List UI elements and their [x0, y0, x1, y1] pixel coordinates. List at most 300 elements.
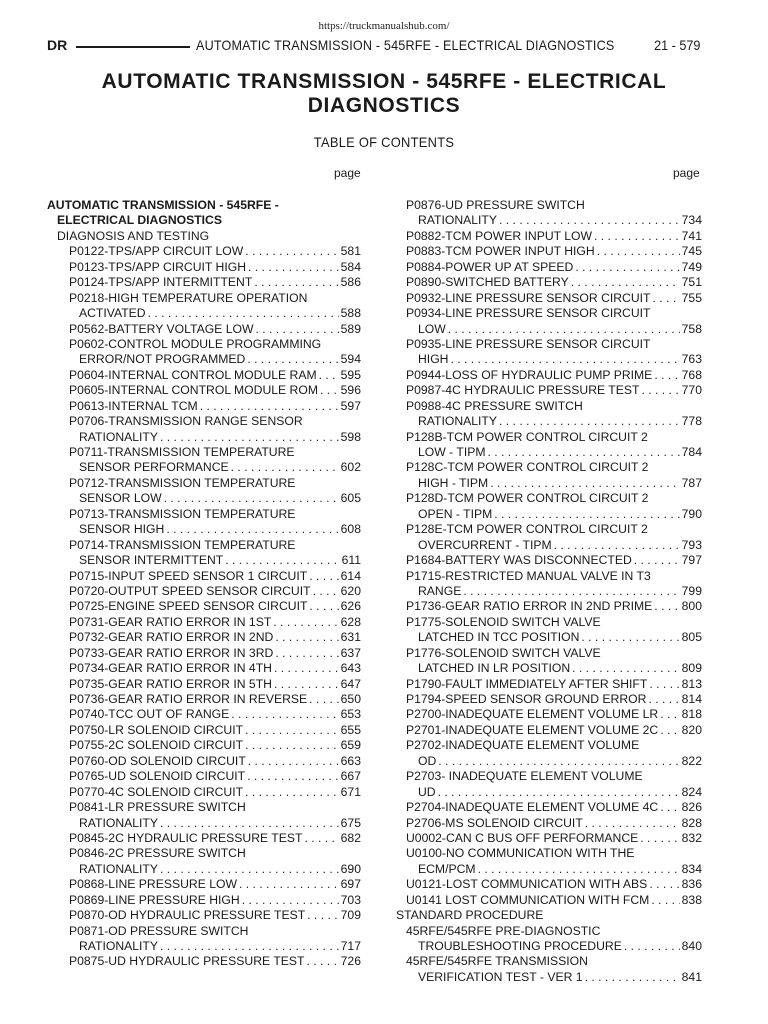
toc-entry-text: P0870-OD HYDRAULIC PRESSURE TEST — [69, 908, 306, 923]
toc-page-number: 597 — [340, 398, 361, 413]
dot-leader — [245, 738, 339, 753]
toc-page-number: 828 — [681, 815, 702, 830]
toc-entry-text: P0846-2C PRESSURE SWITCH — [69, 846, 246, 861]
dot-leader — [166, 522, 338, 537]
toc-entry[interactable] — [396, 337, 702, 352]
toc-entry[interactable] — [396, 785, 702, 800]
toc-entry[interactable] — [47, 522, 361, 537]
toc-entry-text: P0562-BATTERY VOLTAGE LOW — [69, 321, 254, 336]
toc-page-number: 655 — [340, 722, 361, 737]
toc-page-number: 595 — [340, 367, 361, 382]
dot-leader — [242, 893, 339, 908]
toc-entry-text: P0934-LINE PRESSURE SENSOR CIRCUIT — [406, 306, 651, 321]
toc-page-number: 608 — [340, 522, 361, 537]
toc-page-number: 790 — [681, 506, 702, 521]
toc-entry[interactable] — [47, 677, 361, 692]
dot-leader — [653, 291, 680, 306]
toc-page-number: 834 — [681, 861, 702, 876]
toc-entry[interactable] — [47, 646, 361, 661]
dot-leader — [640, 831, 679, 846]
toc-entry[interactable] — [47, 877, 361, 892]
toc-page-number: 682 — [340, 830, 361, 845]
dot-leader — [231, 460, 339, 475]
toc-entry[interactable] — [47, 460, 361, 475]
dot-leader — [307, 908, 339, 923]
toc-entry[interactable] — [396, 476, 702, 491]
toc-entry[interactable] — [396, 877, 702, 892]
toc-entry[interactable] — [47, 785, 361, 800]
toc-entry[interactable] — [396, 491, 702, 506]
dot-leader — [660, 800, 679, 815]
toc-entry[interactable] — [396, 924, 702, 939]
toc-entry-text: SENSOR LOW — [79, 491, 162, 506]
toc-entry[interactable] — [47, 476, 361, 491]
toc-entry[interactable] — [47, 352, 361, 367]
toc-entry-text: P0765-UD SOLENOID CIRCUIT — [69, 769, 246, 784]
toc-entry-text: P0890-SWITCHED BATTERY — [406, 275, 569, 290]
toc-entry[interactable] — [47, 445, 361, 460]
toc-page-number: 741 — [681, 228, 702, 243]
dot-leader — [313, 584, 339, 599]
page-title — [60, 70, 708, 118]
toc-entry-text: P0735-GEAR RATIO ERROR IN 5TH — [69, 676, 272, 691]
toc-entry[interactable] — [47, 800, 361, 815]
toc-entry[interactable] — [47, 229, 361, 244]
toc-page-number: 841 — [681, 969, 702, 984]
toc-entry[interactable] — [396, 677, 702, 692]
toc-entry-text: P0871-OD PRESSURE SWITCH — [69, 923, 249, 938]
dot-leader — [248, 754, 339, 769]
toc-entry-text: P0725-ENGINE SPEED SENSOR CIRCUIT — [69, 599, 308, 614]
dot-leader — [494, 507, 679, 522]
toc-page-number: 758 — [681, 321, 702, 336]
toc-entry-text: RATIONALITY — [79, 939, 159, 953]
toc-entry-text: P0715-INPUT SPEED SENSOR 1 CIRCUIT — [69, 568, 308, 583]
toc-page-number: 671 — [340, 784, 361, 799]
toc-entry-text: P0706-TRANSMISSION RANGE SENSOR — [69, 414, 303, 429]
toc-entry-text: P0944-LOSS OF HYDRAULIC PUMP PRIME — [406, 367, 653, 382]
toc-entry[interactable] — [396, 754, 702, 769]
dot-leader — [450, 352, 679, 367]
toc-entry[interactable] — [47, 939, 361, 954]
dot-leader — [585, 970, 680, 985]
dot-leader — [651, 893, 679, 908]
toc-entry[interactable] — [396, 368, 702, 383]
toc-entry[interactable] — [47, 337, 361, 352]
toc-entry[interactable] — [47, 723, 361, 738]
toc-page-number: 596 — [340, 383, 361, 398]
toc-entry[interactable] — [47, 399, 361, 414]
toc-page-number: 805 — [681, 630, 702, 645]
toc-page-number: 784 — [681, 445, 702, 459]
header-title: AUTOMATIC TRANSMISSION - 545RFE - ELECTRICAL DIAGNOSTICS — [196, 37, 615, 53]
toc-page-number: 734 — [681, 213, 702, 228]
toc-entry-text: P2701-INADEQUATE ELEMENT VOLUME 2C — [406, 722, 659, 737]
toc-entry[interactable] — [396, 661, 702, 676]
toc-entry[interactable] — [47, 893, 361, 908]
toc-entry[interactable] — [47, 615, 361, 630]
toc-page-number: 838 — [681, 892, 702, 907]
toc-entry[interactable] — [47, 924, 361, 939]
toc-entry-text: U0100-NO COMMUNICATION WITH THE — [406, 846, 635, 861]
dot-leader — [660, 707, 679, 722]
toc-page-number: 813 — [681, 676, 702, 691]
toc-entry[interactable] — [47, 291, 361, 306]
toc-page-number: 631 — [340, 630, 361, 645]
toc-entry-text: P0876-UD PRESSURE SWITCH — [406, 198, 585, 212]
toc-entry-text: P0602-CONTROL MODULE PROGRAMMING — [69, 336, 322, 351]
toc-entry[interactable] — [396, 816, 702, 831]
toc-entry[interactable] — [396, 213, 702, 228]
toc-entry[interactable] — [47, 368, 361, 383]
header-rule — [76, 46, 190, 48]
toc-page-number: 832 — [681, 830, 702, 845]
toc-entry[interactable] — [396, 893, 702, 908]
toc-entry[interactable] — [47, 322, 361, 337]
toc-entry-text: RANGE — [418, 583, 462, 598]
toc-entry-text: P0932-LINE PRESSURE SENSOR CIRCUIT — [406, 290, 651, 305]
toc-entry[interactable] — [47, 430, 361, 445]
toc-entry-text: LATCHED IN TCC POSITION — [418, 630, 580, 645]
toc-page-number: 763 — [681, 352, 702, 367]
header-page-number: 21 - 579 — [653, 37, 700, 53]
left-page-label: page — [334, 166, 361, 180]
toc-entry-text: P0740-TCC OUT OF RANGE — [69, 707, 230, 722]
dot-leader — [247, 352, 338, 367]
toc-entry[interactable] — [47, 569, 361, 584]
toc-entry-text: 45RFE/545RFE TRANSMISSION — [406, 954, 588, 969]
toc-entry-text: SENSOR PERFORMANCE — [79, 460, 229, 475]
dot-leader — [624, 939, 680, 954]
toc-entry[interactable] — [396, 769, 702, 784]
toc-entry[interactable] — [396, 615, 702, 630]
toc-page-number: 840 — [681, 939, 702, 953]
toc-page-number: 836 — [681, 877, 702, 892]
toc-entry-text: P0875-UD HYDRAULIC PRESSURE TEST — [69, 954, 305, 969]
toc-entry[interactable] — [396, 538, 702, 553]
toc-page-number: 697 — [340, 877, 361, 892]
toc-page-number: 749 — [681, 259, 702, 274]
toc-page-number: 768 — [681, 367, 702, 382]
toc-entry-text: P2704-INADEQUATE ELEMENT VOLUME 4C — [406, 800, 659, 815]
dot-leader — [239, 877, 339, 892]
toc-entry[interactable] — [47, 553, 361, 568]
toc-entry-text: P0987-4C HYDRAULIC PRESSURE TEST — [406, 383, 640, 398]
dot-leader — [478, 862, 680, 877]
toc-entry-text: OVERCURRENT - TIPM — [418, 537, 552, 552]
toc-entry-text: RATIONALITY — [418, 414, 498, 429]
toc-page-number: 605 — [340, 491, 361, 506]
toc-entry-text: HIGH - TIPM — [418, 475, 489, 490]
toc-entry[interactable] — [396, 707, 702, 722]
toc-entry[interactable] — [47, 584, 361, 599]
dot-leader — [649, 677, 679, 692]
toc-entry[interactable] — [396, 630, 702, 645]
toc-page-number: 643 — [340, 661, 361, 676]
dot-leader — [160, 862, 339, 877]
toc-entry-text: UD — [418, 784, 436, 799]
toc-entry[interactable] — [47, 908, 361, 923]
toc-entry-text: HIGH — [418, 352, 449, 367]
toc-page-number: 820 — [681, 722, 702, 737]
toc-right-column — [396, 198, 702, 985]
toc-entry[interactable] — [396, 352, 702, 367]
dot-leader — [231, 707, 338, 722]
page-title-line-2: DIAGNOSTICS — [307, 94, 461, 117]
toc-entry[interactable] — [396, 692, 702, 707]
dot-leader — [463, 584, 679, 599]
toc-entry[interactable] — [396, 553, 702, 568]
toc-entry-text: P0731-GEAR RATIO ERROR IN 1ST — [69, 614, 272, 629]
toc-entry-text: P0884-POWER UP AT SPEED — [406, 259, 574, 274]
toc-entry[interactable] — [47, 491, 361, 506]
toc-entry-text: RATIONALITY — [79, 861, 159, 876]
toc-entry-text: ACTIVATED — [79, 306, 146, 321]
toc-entry-text: AUTOMATIC TRANSMISSION - 545RFE - — [47, 198, 279, 212]
toc-entry-text: LATCHED IN LR POSITION — [418, 661, 571, 676]
toc-page-number: 584 — [340, 259, 361, 274]
dot-leader — [438, 785, 680, 800]
toc-entry-text: P0218-HIGH TEMPERATURE OPERATION — [69, 290, 308, 305]
dot-leader — [490, 476, 679, 491]
toc-page-number: 745 — [681, 244, 702, 259]
toc-entry[interactable] — [396, 970, 702, 985]
dot-leader — [160, 939, 339, 954]
toc-entry[interactable] — [396, 399, 702, 414]
toc-entry[interactable] — [47, 306, 361, 321]
toc-entry[interactable] — [47, 198, 361, 213]
toc-entry[interactable] — [396, 306, 702, 321]
toc-entry-text: P0713-TRANSMISSION TEMPERATURE — [69, 506, 296, 521]
toc-entry-text: P1794-SPEED SENSOR GROUND ERROR — [406, 692, 647, 706]
header-section-code: DR — [47, 37, 68, 53]
toc-entry[interactable] — [396, 260, 702, 275]
dot-leader — [648, 692, 679, 707]
dot-leader — [200, 399, 339, 414]
right-page-label: page — [673, 166, 700, 180]
toc-entry-text: RATIONALITY — [418, 213, 498, 228]
toc-entry[interactable] — [47, 260, 361, 275]
toc-entry[interactable] — [47, 383, 361, 398]
toc-entry[interactable] — [396, 383, 702, 398]
toc-entry[interactable] — [47, 707, 361, 722]
toc-entry-text: P1736-GEAR RATIO ERROR IN 2ND PRIME — [406, 599, 653, 614]
toc-entry[interactable] — [47, 831, 361, 846]
toc-entry-text: P2700-INADEQUATE ELEMENT VOLUME LR — [406, 707, 659, 722]
toc-page-number: 793 — [681, 537, 702, 552]
toc-entry-text: P2706-MS SOLENOID CIRCUIT — [406, 815, 583, 830]
toc-page-number: 799 — [681, 583, 702, 598]
toc-entry[interactable] — [47, 213, 361, 228]
toc-entry-text: P0869-LINE PRESSURE HIGH — [69, 892, 240, 907]
dot-leader — [309, 569, 338, 584]
toc-entry-text: P0720-OUTPUT SPEED SENSOR CIRCUIT — [69, 583, 311, 598]
toc-entry-text: P0124-TPS/APP INTERMITTENT — [69, 275, 253, 290]
toc-entry[interactable] — [396, 507, 702, 522]
dot-leader — [247, 769, 339, 784]
toc-entry[interactable] — [47, 816, 361, 831]
toc-entry[interactable] — [396, 522, 702, 537]
dot-leader — [274, 677, 339, 692]
toc-entry[interactable] — [47, 275, 361, 290]
toc-entry[interactable] — [396, 862, 702, 877]
dot-leader — [245, 244, 338, 259]
toc-entry[interactable] — [47, 738, 361, 753]
toc-page-number: 824 — [681, 784, 702, 799]
toc-page-number: 628 — [340, 614, 361, 629]
toc-entry-text: ECM/PCM — [418, 861, 476, 876]
toc-entry[interactable] — [396, 322, 702, 337]
toc-page-number: 586 — [340, 275, 361, 290]
toc-page-number: 709 — [340, 908, 361, 923]
toc-entry-text: P0770-4C SOLENOID CIRCUIT — [69, 784, 244, 799]
toc-page-number: 818 — [681, 707, 702, 722]
toc-page-number: 598 — [340, 429, 361, 444]
dot-leader — [245, 723, 339, 738]
toc-page-number: 650 — [340, 692, 361, 706]
toc-page-number: 637 — [340, 645, 361, 660]
toc-entry[interactable] — [396, 244, 702, 259]
toc-page-number: 717 — [340, 939, 361, 953]
toc-left-column — [47, 198, 361, 970]
toc-entry[interactable] — [47, 538, 361, 553]
toc-page-number: 647 — [340, 676, 361, 691]
toc-entry[interactable] — [396, 275, 702, 290]
toc-entry-text: P2703- INADEQUATE ELEMENT VOLUME — [406, 769, 643, 784]
dot-leader — [594, 229, 680, 244]
dot-leader — [160, 816, 339, 831]
dot-leader — [554, 538, 680, 553]
toc-entry[interactable] — [47, 661, 361, 676]
toc-entry-text: P0714-TRANSMISSION TEMPERATURE — [69, 537, 296, 552]
page-title-line-1: AUTOMATIC TRANSMISSION - 545RFE - ELECTRICAL — [101, 70, 667, 93]
toc-entry-text: P2702-INADEQUATE ELEMENT VOLUME — [406, 738, 640, 753]
toc-entry-text: P0935-LINE PRESSURE SENSOR CIRCUIT — [406, 336, 651, 351]
toc-entry[interactable] — [396, 584, 702, 599]
dot-leader — [225, 553, 339, 568]
dot-leader — [309, 599, 338, 614]
toc-entry-text: P0882-TCM POWER INPUT LOW — [406, 228, 593, 243]
toc-page-number: 778 — [681, 414, 702, 429]
dot-leader — [309, 692, 338, 707]
toc-page-number: 589 — [340, 321, 361, 336]
toc-entry[interactable] — [396, 954, 702, 969]
toc-entry-text: P128D-TCM POWER CONTROL CIRCUIT 2 — [406, 491, 649, 506]
dot-leader — [654, 368, 679, 383]
toc-entry[interactable] — [396, 414, 702, 429]
toc-entry[interactable] — [396, 939, 702, 954]
toc-entry[interactable] — [47, 507, 361, 522]
toc-entry-text: P0841-LR PRESSURE SWITCH — [69, 800, 246, 815]
dot-leader — [581, 630, 679, 645]
toc-page-number: 751 — [681, 275, 702, 290]
toc-entry-text: P0755-2C SOLENOID CIRCUIT — [69, 738, 244, 753]
toc-entry[interactable] — [47, 754, 361, 769]
toc-entry-text: P0122-TPS/APP CIRCUIT LOW — [69, 244, 244, 259]
toc-entry[interactable] — [396, 646, 702, 661]
dot-leader — [487, 445, 679, 460]
toc-entry[interactable] — [47, 599, 361, 614]
toc-entry-text: DIAGNOSIS AND TESTING — [57, 228, 210, 243]
toc-entry[interactable] — [396, 229, 702, 244]
toc-page-number: 787 — [681, 475, 702, 490]
toc-entry[interactable] — [47, 630, 361, 645]
source-url[interactable]: https://truckmanualshub.com/ — [318, 20, 450, 32]
toc-entry-text: P128C-TCM POWER CONTROL CIRCUIT 2 — [406, 460, 649, 475]
toc-entry-text: P1790-FAULT IMMEDIATELY AFTER SHIFT — [406, 676, 648, 691]
toc-entry[interactable] — [396, 291, 702, 306]
dot-leader — [320, 383, 339, 398]
dot-leader — [571, 275, 680, 290]
toc-entry[interactable] — [396, 460, 702, 475]
toc-entry[interactable] — [47, 846, 361, 861]
toc-entry[interactable] — [396, 723, 702, 738]
toc-entry[interactable] — [47, 954, 361, 969]
toc-entry[interactable] — [396, 599, 702, 614]
toc-page-number: 614 — [340, 568, 361, 583]
dot-leader — [575, 260, 679, 275]
toc-page-number: 797 — [681, 553, 702, 568]
toc-entry-text: RATIONALITY — [79, 815, 159, 830]
toc-page-number: 588 — [340, 306, 361, 321]
toc-entry-text: P0732-GEAR RATIO ERROR IN 2ND — [69, 630, 274, 645]
toc-entry-text: P0711-TRANSMISSION TEMPERATURE — [69, 445, 295, 459]
dot-leader — [448, 322, 680, 337]
toc-entry[interactable] — [396, 831, 702, 846]
toc-entry-text: VERIFICATION TEST - VER 1 — [418, 969, 583, 984]
toc-entry[interactable] — [396, 198, 702, 213]
toc-page-number: 581 — [340, 244, 361, 259]
toc-entry-text: ELECTRICAL DIAGNOSTICS — [57, 213, 222, 228]
toc-entry-text: OD — [418, 753, 437, 768]
toc-entry-text: LOW — [418, 321, 446, 336]
toc-page-number: 653 — [340, 707, 361, 722]
dot-leader — [255, 322, 338, 337]
toc-entry[interactable] — [396, 800, 702, 815]
toc-entry[interactable] — [396, 738, 702, 753]
toc-page-number: 620 — [340, 583, 361, 598]
toc-entry[interactable] — [396, 430, 702, 445]
toc-entry-text: P0604-INTERNAL CONTROL MODULE RAM — [69, 367, 317, 382]
dot-leader — [597, 244, 680, 259]
toc-entry[interactable] — [396, 846, 702, 861]
toc-entry-text: P0733-GEAR RATIO ERROR IN 3RD — [69, 645, 274, 660]
dot-leader — [306, 954, 338, 969]
toc-page-number: 675 — [340, 815, 361, 830]
toc-entry-text: P128B-TCM POWER CONTROL CIRCUIT 2 — [406, 429, 648, 444]
toc-entry[interactable] — [396, 569, 702, 584]
toc-entry-text: P0736-GEAR RATIO ERROR IN REVERSE — [69, 692, 308, 706]
toc-entry[interactable] — [47, 769, 361, 784]
dot-leader — [649, 877, 679, 892]
toc-entry[interactable] — [47, 414, 361, 429]
toc-entry-text: P0123-TPS/APP CIRCUIT HIGH — [69, 259, 246, 274]
toc-entry-text: U0141 LOST COMMUNICATION WITH FCM — [406, 892, 650, 907]
toc-entry[interactable] — [47, 692, 361, 707]
toc-entry-text: P0750-LR SOLENOID CIRCUIT — [69, 722, 244, 737]
toc-entry[interactable] — [47, 862, 361, 877]
toc-entry-text: P128E-TCM POWER CONTROL CIRCUIT 2 — [406, 522, 648, 537]
toc-entry[interactable] — [396, 908, 702, 923]
toc-entry[interactable] — [47, 244, 361, 259]
toc-page-number: 809 — [681, 661, 702, 676]
toc-entry-text: LOW - TIPM — [418, 445, 486, 459]
dot-leader — [641, 383, 679, 398]
toc-entry-text: P0883-TCM POWER INPUT HIGH — [406, 244, 595, 259]
dot-leader — [654, 599, 679, 614]
toc-entry[interactable] — [396, 445, 702, 460]
toc-page-number: 594 — [340, 352, 361, 367]
